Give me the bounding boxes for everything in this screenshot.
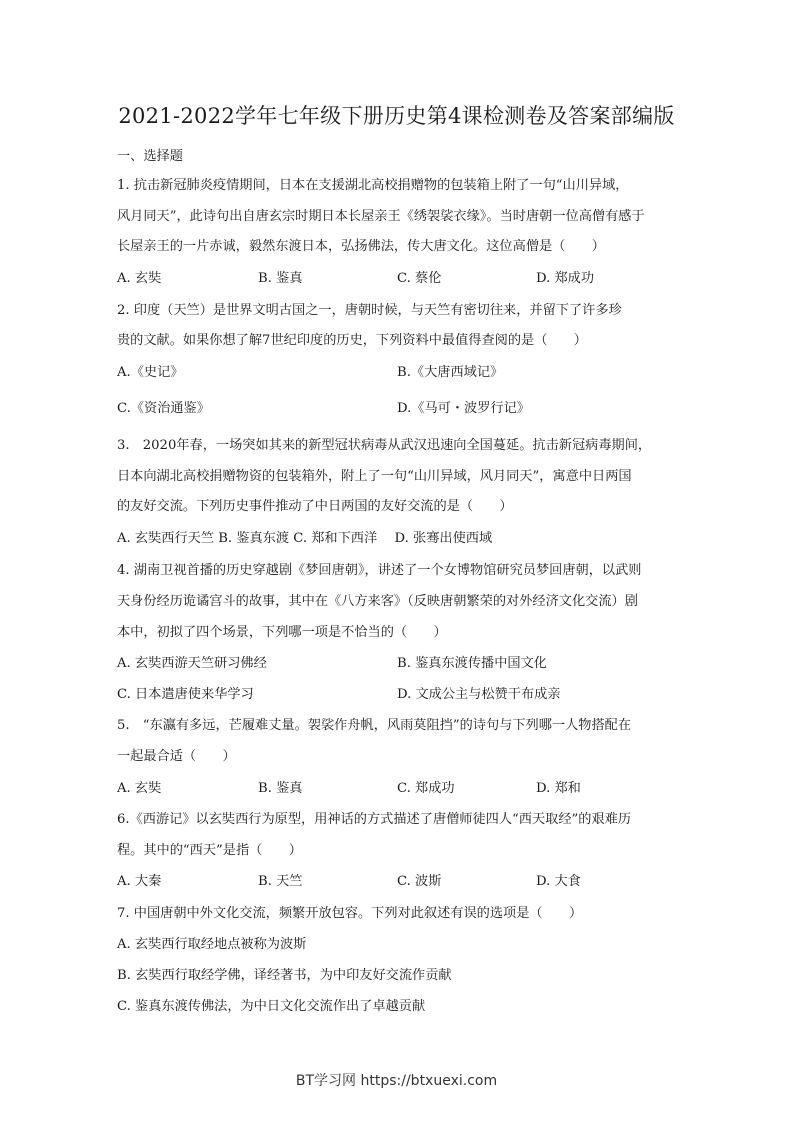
q6-option-a: A. 大秦	[117, 874, 162, 889]
q6-line-1: 6.《西游记》以玄奘西行为原型，用神话的方式描述了唐僧师徒四人“西天取经”的艰难历	[117, 812, 631, 827]
q1-line-2: 风月同天”，此诗句出自唐玄宗时期日本长屋亲王《绣袈裟衣缘》。当时唐朝一位高僧有感于	[117, 209, 645, 224]
q4-option-d: D. 文成公主与松赞干布成亲	[397, 687, 561, 702]
q5-option-b: B. 鉴真	[258, 781, 303, 796]
footer-watermark: BT学习网 https://btxuexi.com	[295, 1073, 498, 1089]
q2-option-a: A.《史记》	[117, 365, 184, 380]
section-heading: 一、选择题	[117, 149, 183, 164]
q2-option-d: D.《马可・波罗行记》	[397, 401, 530, 416]
q1-line-1: 1. 抗击新冠肺炎疫情期间，日本在支援湖北高校捐赠物的包装箱上附了一句“山川异域，	[117, 178, 629, 193]
q4-option-c: C. 日本遣唐使来华学习	[117, 687, 254, 702]
q3-options: A. 玄奘西行天竺 B. 鉴真东渡 C. 郑和下西洋 D. 张骞出使西域	[117, 531, 493, 546]
q1-option-a: A. 玄奘	[117, 271, 162, 286]
q5-option-d: D. 郑和	[536, 781, 581, 796]
q5-option-c: C. 郑成功	[397, 781, 455, 796]
q3-line-2: 日本向湖北高校捐赠物资的包装箱外，附上了一句“山川异域，风月同天”，寓意中日两国	[117, 469, 632, 484]
q6-option-b: B. 天竺	[258, 874, 303, 889]
q7-option-a: A. 玄奘西行取经地点被称为波斯	[117, 937, 307, 952]
q5-option-a: A. 玄奘	[117, 781, 162, 796]
q3-line-3: 的友好交流。下列历史事件推动了中日两国的友好交流的是（ ）	[117, 499, 513, 514]
q5-line-1: 5. “东瀛有多远，芒履难丈量。袈裟作舟帆，风雨莫阻挡”的诗句与下列哪一人物搭配在	[117, 718, 631, 733]
q6-option-c: C. 波斯	[397, 874, 442, 889]
q1-option-b: B. 鉴真	[258, 271, 303, 286]
q6-line-2: 程。其中的“西天”是指（ ）	[117, 843, 302, 858]
q2-option-b: B.《大唐西域记》	[397, 365, 504, 380]
q7-option-b: B. 玄奘西行取经学佛，译经著书，为中印友好交流作贡献	[117, 968, 452, 983]
q1-option-c: C. 蔡伦	[397, 271, 442, 286]
q2-line-1: 2. 印度（天竺）是世界文明古国之一，唐朝时候，与天竺有密切往来，并留下了许多珍	[117, 303, 622, 318]
q3-line-1: 3. 2020年春，一场突如其来的新型冠状病毒从武汉迅速向全国蔓延。抗击新冠病毒期间，	[117, 438, 652, 453]
q7-option-c: C. 鉴真东渡传佛法，为中日文化交流作出了卓越贡献	[117, 999, 426, 1014]
q4-option-a: A. 玄奘西游天竺研习佛经	[117, 656, 267, 671]
q4-line-3: 本中，初拟了四个场景，下列哪一项是不恰当的（ ）	[117, 625, 447, 640]
q4-line-2: 天身份经历诡谲宫斗的故事，其中在《八方来客》（反映唐朝繁荣的对外经济文化交流）剧	[117, 594, 638, 609]
q1-option-d: D. 郑成功	[536, 271, 595, 286]
q4-line-1: 4. 湖南卫视首播的历史穿越剧《梦回唐朝》，讲述了一个女博物馆研究员梦回唐朝，以武则	[117, 563, 642, 578]
q4-option-b: B. 鉴真东渡传播中国文化	[397, 656, 547, 671]
q2-line-2: 贵的文献。如果你想了解7世纪印度的历史，下列资料中最值得查阅的是（ ）	[117, 333, 587, 348]
q6-option-d: D. 大食	[536, 874, 581, 889]
q5-line-2: 一起最合适（ ）	[117, 749, 236, 764]
q2-option-c: C.《资治通鉴》	[117, 401, 210, 416]
page-title: 2021-2022学年七年级下册历史第4课检测卷及答案部编版	[118, 104, 675, 128]
q7-line-1: 7. 中国唐朝中外文化交流，频繁开放包容。下列对此叙述有误的选项是（ ）	[117, 906, 583, 921]
q1-line-3: 长屋亲王的一片赤诚，毅然东渡日本，弘扬佛法，传大唐文化。这位高僧是（ ）	[117, 239, 605, 254]
